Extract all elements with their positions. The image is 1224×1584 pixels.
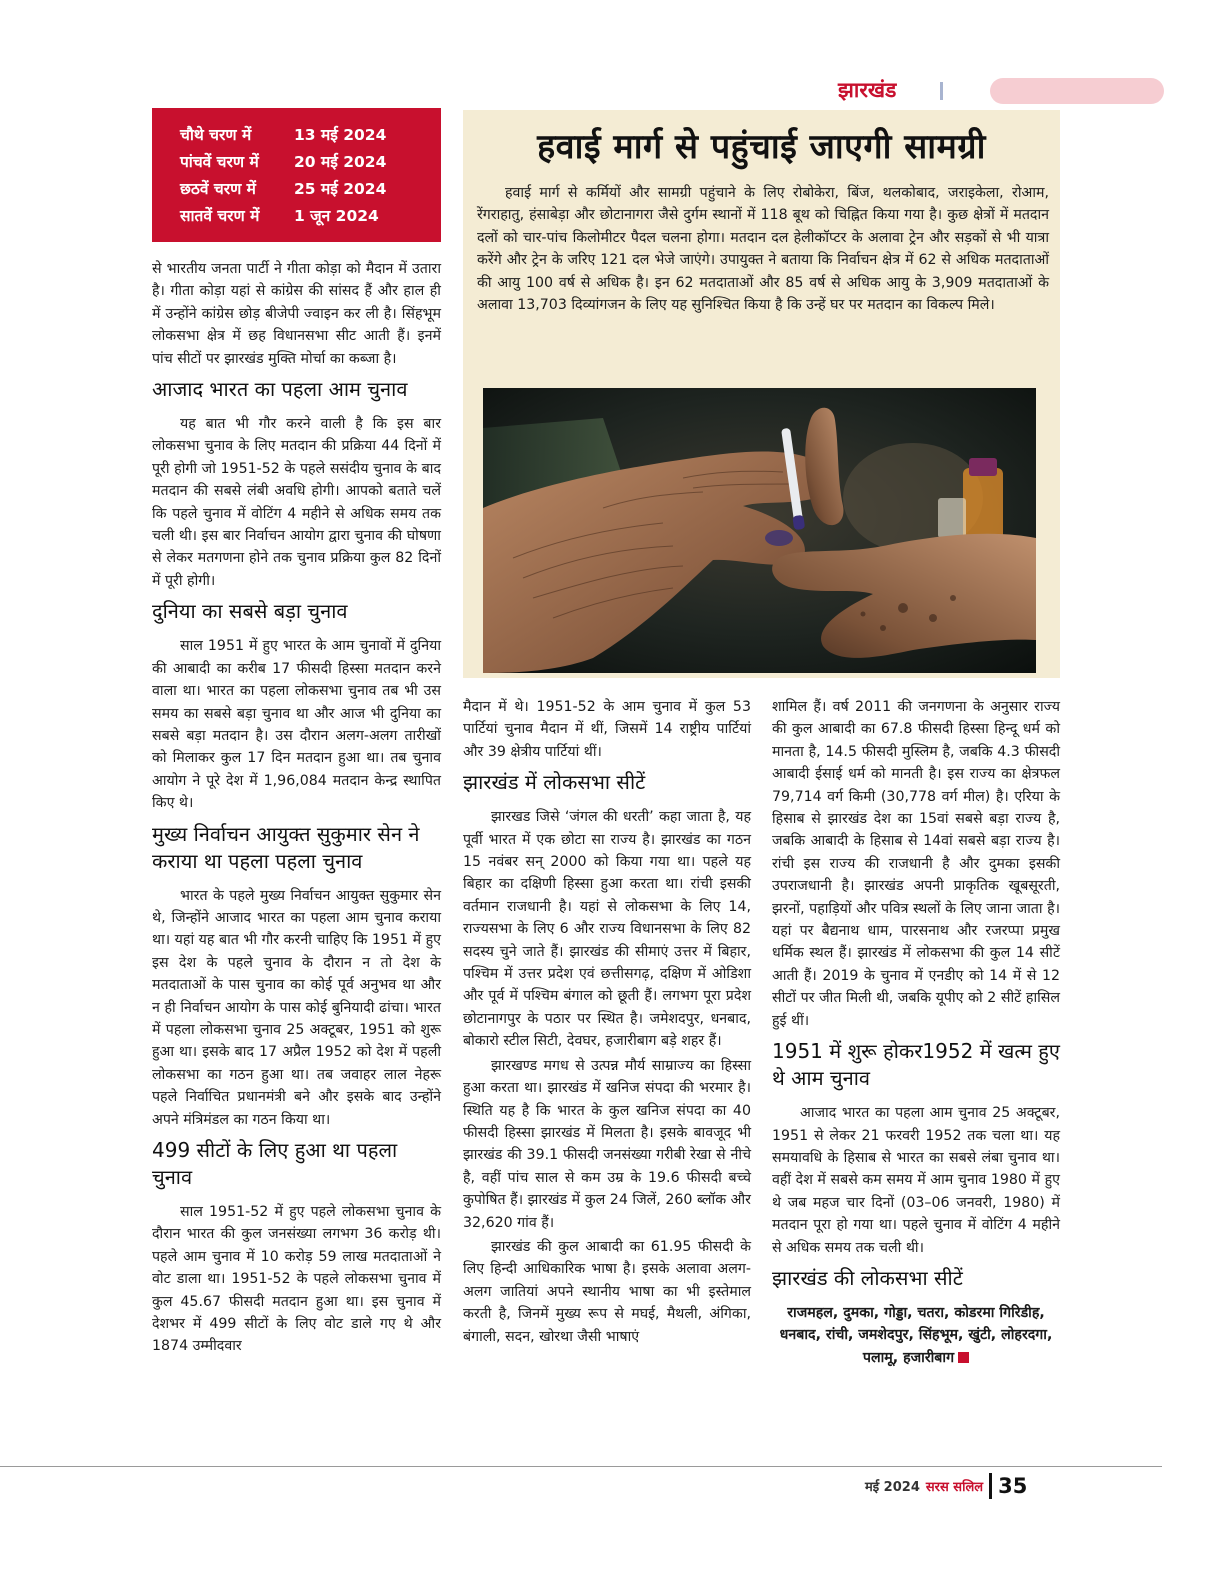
phase-label: सातवें चरण में bbox=[180, 207, 260, 225]
subheading: 499 सीटों के लिए हुआ था पहला चुनाव bbox=[152, 1138, 398, 1189]
voting-ink-photo-illustration bbox=[483, 388, 1036, 673]
paragraph: शामिल हैं। वर्ष 2011 की जनगणना के अनुसार राज्य की कुल आबादी का 67.8 फीसदी हिस्सा हिन्दू धर्म को मानता है, 14.5 फीसदी मुस्लिम है, जबकि 4.3 फीसदी आबादी ईसाई धर्म को मानती है। इस राज्य का क्षेत्रफल 79,714 वर्ग किमी (30,778 वर्ग मील) है। एरिया के हिसाब से झारखंड देश का 15वां सबसे बड़ा राज्य है, जबकि आबादी के हिसाब से 14वां सबसे बड़ा राज्य है। रांची इस राज्य की राजधानी है और दुमका इसकी उपराजधानी है। झारखंड अपनी प्राकृतिक खूबसूरती, झरनों, पहाड़ियों और पवित्र स्थलों के लिए जाना जाता है। यहां पर बैद्यनाथ धाम, पारसनाथ और रजरप्पा प्रमुख धर्मिक स्थल हैं। झारखंड में लोकसभा की कुल 14 सीटें आती हैं। 2019 के चुनाव में एनडीए को 14 में से 12 सीटों पर जीत मिली थी, जबकि यूपीए को 2 सीटें हासिल हुई थीं। bbox=[772, 699, 1060, 1029]
paragraph: से भारतीय जनता पार्टी ने गीता कोड़ा को मैदान में उतारा है। गीता कोड़ा यहां से कांग्रेस की सांसद हैं और हाल ही में उन्होंने कांग्रेस छोड़ बीजेपी ज्वाइन कर ली है। सिंहभूम लोकसभा क्षेत्र में छह विधानसभा सीट आती हैं। इनमें पांच सीटों पर झारखंड मुक्ति मोर्चा का कब्जा है। bbox=[152, 261, 441, 367]
footer-rule bbox=[0, 1466, 1162, 1467]
phase-date: 13 मई 2024 bbox=[294, 126, 387, 144]
paragraph: साल 1951 में हुए भारत के आम चुनावों में दुनिया की आबादी का करीब 17 फीसदी हिस्सा मतदान करने वाला था। भारत का पहला लोकसभा चुनाव तब भी उस समय का सबसे बड़ा चुनाव था और आज भी दुनिया का सबसे बड़ा मतदान है। उस दौरान अलग-अलग तारीखों को मिलाकर कुल 17 दिन मतदान हुआ था। तब चुनाव आयोग ने पूरे देश में 1,96,084 मतदान केन्द्र स्थापित किए थे। bbox=[152, 638, 441, 812]
page-footer bbox=[865, 1474, 1027, 1498]
paragraph: झारखंड की कुल आबादी का 61.95 फीसदी के लिए हिन्दी आधिकारिक भाषा है। इसके अलावा अलग-अलग जातियां अपने स्थानीय भाषा का भी इस्तेमाल करती है, जिनमें मुख्य रूप से मघई, मैथली, अंगिका, बंगाली, सदन, खोरथा जैसी भाषाएं bbox=[463, 1238, 751, 1345]
phase-label: पांचवें चरण में bbox=[180, 153, 259, 171]
paragraph: साल 1951-52 में हुए पहले लोकसभा चुनाव के दौरान भारत की कुल जनसंख्या लगभग 36 करोड़ थी। पहले आम चुनाव में 10 करोड़ 59 लाख मतदाताओं ने वोट डाला था। 1951-52 के पहले लोकसभा चुनाव में कुल 45.67 फीसदी मतदान हुआ था। इस चुनाव में देशभर में 499 सीटों के लिए वोट डाले गए थे और 1874 उम्मीदवार bbox=[152, 1204, 441, 1355]
footer-separator bbox=[989, 1473, 992, 1499]
paragraph: यह बात भी गौर करने वाली है कि इस बार लोकसभा चुनाव के लिए मतदान की प्रक्रिया 44 दिनों में पूरी होगी जो 1951-52 के पहले ससंदीय चुनाव के बाद मतदान की सबसे लंबी अवधि होगी। आपको बताते चलें कि पहले चुनाव में वोटिंग 4 महीने से अधिक समय तक चली थी। इस बार निर्वाचन आयोग द्वारा चुनाव की घोषणा से लेकर मतगणना होने तक चुनाव प्रक्रिया कुल 82 दिनों में पूरी होगी। bbox=[152, 416, 441, 589]
date-row bbox=[180, 176, 441, 203]
feature-box bbox=[463, 110, 1060, 678]
lok-sabha-seats-list bbox=[772, 1302, 1060, 1369]
paragraph: भारत के पहले मुख्य निर्वाचन आयुक्त सुकुमार सेन थे, जिन्होंने आजाद भारत का पहला आम चुनाव कराया था। यहां यह बात भी गौर करनी चाहिए कि 1951 में हुए इस देश के पहले चुनाव के दौरान न तो देश के मतदाताओं के पास चुनाव का कोई पूर्व अनुभव था और न ही निर्वाचन आयोग के पास कोई बुनियादी ढांचा। भारत में पहला लोकसभा चुनाव 25 अक्टूबर, 1951 को शुरू हुआ था। इसके बाद 17 अप्रैल 1952 को देश में पहली लोकसभा का गठन हुआ था। तब जवाहर लाल नेहरू पहले निर्वाचित प्रधानमंत्री बने और इसके बाद उन्होंने अपने मंत्रिमंडल का गठन किया था। bbox=[152, 887, 441, 1128]
voting-ink-photo bbox=[483, 388, 1036, 673]
phase-date: 20 मई 2024 bbox=[294, 153, 387, 171]
seats-text: राजमहल, दुमका, गोड्डा, चतरा, कोडरमा गिरिडीह, धनबाद, रांची, जमशेदपुर, सिंहभूम, खुंटी, लोहरदगा, पलामू, हजारीबाग bbox=[779, 1304, 1053, 1366]
article-column-2 bbox=[463, 696, 751, 1350]
subheading: मुख्य निर्वाचन आयुक्त सुकुमार सेन ने कराया था पहला पहला चुनाव bbox=[152, 821, 420, 873]
page-number: 35 bbox=[998, 1474, 1028, 1498]
subheading: झारखंड की लोकसभा सीटें bbox=[772, 1265, 963, 1290]
paragraph: मैदान में थे। 1951-52 के आम चुनाव में कुल 53 पार्टियां चुनाव मैदान में थीं, जिसमें 14 राष्ट्रीय पार्टियां और 39 क्षेत्रीय पार्टियां थीं। bbox=[463, 699, 751, 760]
end-mark-icon bbox=[958, 1352, 969, 1363]
feature-title: हवाई मार्ग से पहुंचाई जाएगी सामग्री bbox=[537, 127, 986, 167]
magazine-logo: सरस सलिल bbox=[925, 1480, 984, 1495]
election-dates-box bbox=[152, 108, 441, 242]
page-header bbox=[0, 70, 1224, 110]
phase-label: छठवें चरण में bbox=[180, 180, 256, 198]
phase-date: 1 जून 2024 bbox=[294, 207, 379, 225]
phase-date: 25 मई 2024 bbox=[294, 180, 387, 198]
subheading: दुनिया का सबसे बड़ा चुनाव bbox=[152, 599, 348, 624]
paragraph: झारखण्ड मगध से उत्पन्न मौर्य साम्राज्य का हिस्सा हुआ करता था। झारखंड में खनिज संपदा की भरमार है। स्थिति यह है कि भारत के कुल खनिज संपदा का 40 फीसदी हिस्सा झारखंड में मिलता है। इसके बावजूद भी झारखंड की 39.1 फीसदी जनसंख्या गरीबी रेखा से नीचे है, वहीं पांच साल से कम उम्र के 19.6 फीसदी बच्चे कुपोषित हैं। झारखंड में कुल 24 जिलें, 260 ब्लॉक और 32,620 गांव हैं। bbox=[463, 1057, 751, 1231]
subheading: आजाद भारत का पहला आम चुनाव bbox=[152, 377, 408, 402]
article-column-3 bbox=[772, 696, 1060, 1371]
paragraph: आजाद भारत का पहला आम चुनाव 25 अक्टूबर, 1951 से लेकर 21 फरवरी 1952 तक चला था। यह समयावधि के हिसाब से भारत का सबसे लंबा चुनाव था। वहीं देश में सबसे कम समय में आम चुनाव 1980 में हुए थे जब महज चार दिनों (03–06 जनवरी, 1980) में मतदान पूरा हो गया था। पहले चुनाव में वोटिंग 4 महीने से अधिक समय तक चली थी। bbox=[772, 1105, 1060, 1256]
date-row bbox=[180, 149, 441, 176]
section-title: झारखंड bbox=[838, 78, 897, 102]
header-decoration bbox=[990, 78, 1164, 104]
subheading: झारखंड में लोकसभा सीटें bbox=[463, 770, 646, 795]
article-column-1 bbox=[152, 258, 441, 1360]
date-row bbox=[180, 122, 441, 149]
header-separator bbox=[940, 82, 943, 100]
subheading: 1951 में शुरू होकर1952 में खत्म हुए थे आम चुनाव bbox=[772, 1039, 1060, 1091]
phase-label: चौथे चरण में bbox=[180, 126, 252, 144]
date-row bbox=[180, 203, 441, 230]
issue-month: मई 2024 bbox=[865, 1480, 920, 1495]
paragraph: झारखड जिसे ‘जंगल की धरती’ कहा जाता है, यह पूर्वी भारत में एक छोटा सा राज्य है। झारखंड का गठन 15 नवंबर सन् 2000 को किया गया था। पहले यह बिहार का दक्षिणी हिस्सा हुआ करता था। रांची इसकी वर्तमान राजधानी है। यहां से लोकसभा के लिए 14, राज्यसभा के लिए 6 और राज्य विधानसभा के लिए 82 सदस्य चुने जाते हैं। झारखंड की सीमाएं उत्तर में बिहार, पश्चिम में उत्तर प्रदेश एवं छत्तीसगढ़, दक्षिण में ओडिशा और पूर्व में पश्चिम बंगाल को छूती हैं। लगभग पूरा प्रदेश छोटानागपुर के पठार पर स्थित है। जमेशदपुर, धनबाद, बोकारो स्टील सिटी, देवघर, हजारीबाग बड़े शहर हैं। bbox=[463, 809, 751, 1050]
feature-body: हवाई मार्ग से कर्मियों और सामग्री पहुंचाने के लिए रोबोकेरा, बिंज, थलकोबाद, जराइकेला, रोआम, रेंगराहातु, हंसाबेड़ा और छोटानागरा जैसे दुर्गम स्थानों में 118 बूथ को चिह्नित किया गया है। कुछ क्षेत्रों में मतदान दलों को चार-पांच किलोमीटर पैदल चलना होगा। मतदान दल हेलीकॉप्टर के अलावा ट्रेन और सड़कों से भी यात्रा करेंगे और ट्रेन के जरिए 121 दल भेजे जाएंगे। उपायुक्त ने बताया कि निर्वाचन क्षेत्र में 62 से अधिक मतदाताओं की आयु 100 वर्ष से अधिक है। इन 62 मतदाताओं और 85 वर्ष से अधिक आयु के 3,909 मतदाताओं के अलावा 13,703 दिव्यांगजन के लिए यह सुनिश्चित किया है कि उन्हें घर पर मतदान का विकल्प मिले। bbox=[477, 185, 1049, 314]
